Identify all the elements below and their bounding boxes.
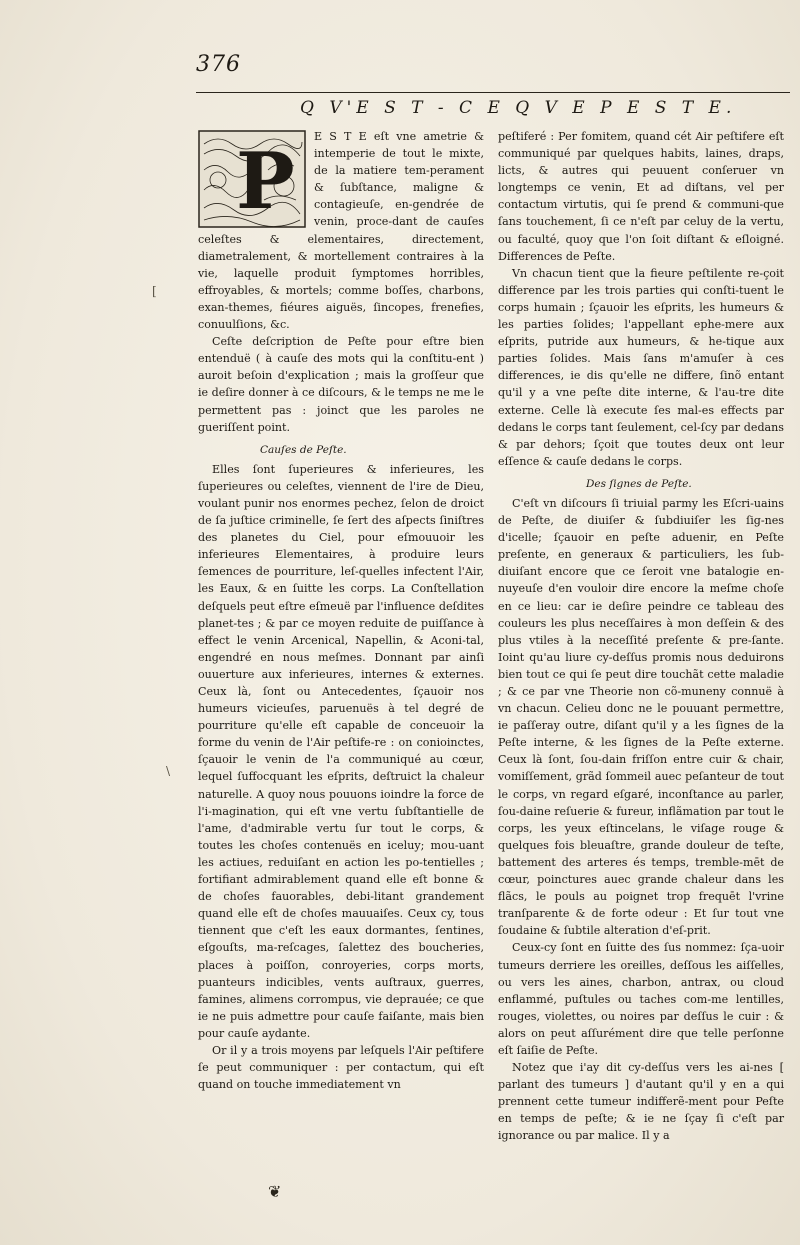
right-column [498, 128, 784, 1145]
header-rule [196, 92, 790, 93]
paragraph-definition: E S T E eſt vne ametrie & intemperie de tout le mixte, de la matiere tem-perament & ſubſtance, maligne & contagieuſe, en-gendrée de venin, proce-dant de cauſes celeſtes & elementaires, directement, diametralement, & mortellement contraires à la vie, laquelle produit ſymptomes horribles, effroyables, & mortels; comme boſſes, charbons, exan-themes, fiéures aiguës, ſincopes, frenefies, conuulſions, &c. [198, 130, 484, 332]
paragraph-signs: C'eſt vn diſcours ſi triuial parmy les Eſcri-uains de Peſte, de diuiſer & ſubdiuiſer les ſig-nes d'icelle; ſçauoir en peſte aduenir, en Peſte preſente, en generaux & particuliers, les ſub-diuiſant encore que ce ſeroit vne batalogie en-nuyeuſe d'en vouloir dire encore la meſme choſe en ce lieu: car ie deſire peindre ce tableau des couleurs les plus neceſſaires à mon deſſein & des plus vtiles à la neceſſité preſente & pre-ſante. Ioint qu'au liure cy-deſſus promis nous deduirons bien tout ce qui ſe peut dire touchãt cette maladie ; & ce par vne Theorie non cõ-muneny connuë à vn chacun. Celieu donc ne le pouuant permettre, ie paſſeray outre, diſant qu'il y a les ſignes de la Peſte interne, & les ſignes de la Peſte externe. Ceux là ſont, ſou-dain friſſon entre cuir & chair, vomiſſement, grãd ſommeil auec peſanteur de tout le corps, vn regard eſgaré, inconſtance au parler, ſou-daine reſuerie & fureur, inflãmation par tout le corps, les yeux eſtincelans, le viſage rouge & quelques fois bleuaſtre, grande douleur de teſte, battement des arteres és temps, tremble-mēt de cœur, poinctures auec grande chaleur dans les flãcs, le pouls au poignet trop frequēt l'vrine tranſparente & de forte odeur : Et ſur tout vne ſoudaine & ſubtile alteration d'eſ-prit. [498, 496, 784, 938]
left-column [198, 128, 484, 1093]
paragraph-external-signs: Ceux-cy ſont en ſuitte des ſus nommez: ſça-uoir tumeurs derriere les oreilles, deſſous les aiſſelles, ou vers les aines, charbon, antrax, ou cloud enflammé, puſtules ou taches com-me lentilles, rouges, violettes, ou noires par deſſus le cuir : & alors on peut aſſurément dire que telle perſonne eſt ſaiſie de Peſte. [498, 941, 784, 1057]
running-title: Q V'E S T - C E Q V E P E S T E. [300, 98, 737, 118]
paragraph-description: Ceſte deſcription de Peſte pour eſtre bien entenduë ( à cauſe des mots qui la conſtitu-ent ) auroit beſoin d'explication ; mais la groſſeur que ie deſire donner à ce diſcours, & le temps ne me le permettent pas : joinct que les paroles ne gueriſſent point. [198, 335, 484, 434]
paragraph-transmission: Or il y a trois moyens par leſquels l'Air peſtifere ſe peut communiquer : per contactum, qui eſt quand on touche immediatement vn [198, 1043, 484, 1092]
paragraph-transmission-cont: peſtiferé : Per fomitem, quand cét Air peſtifere eſt communiqué par quelques habits, laines, draps, licts, & autres qui peuuent conſeruer vn longtemps ce venin, Et ad diſtans, vel per contactum virtutis, qui ſe prend & communi-que ſans touchement, ſi ce n'eſt par celuy de la vertu, ou faculté, quoy que l'on ſoit diſtant & eſloigné. Differences de Peſte. [498, 130, 784, 263]
section-heading-causes: Cauſes de Peſte. [260, 443, 347, 456]
printer-ornament-icon: ❦ [268, 1182, 282, 1201]
paragraph-causes: Elles ſont ſuperieures & inferieures, les ſuperieures ou celeſtes, viennent de l'ire de Dieu, voulant punir nos enormes pechez, ſelon de droict de ſa juſtice criminelle, ſe ſert des aſpects ſiniſtres des planetes du Ciel, pour eſmouuoir les inferieures Elementaires, à produire leurs ſemences de pourriture, leſ-quelles infectent l'Air, les Eaux, & en ſuitte les corps. La Conſtellation deſquels peut eſtre eſmeuë par l'influence deſdites planet-tes ; & par ce moyen reduite de puiſſance à effect le venin Arcenical, Napellin, & Aconi-tal, engendré en nous meſmes. Donnant par ainſi ouuerture aux inferieures, internes & externes. Ceux là, ſont ou Antecedentes, ſçauoir nos humeurs vicieuſes, paruenuës à tel degré de pourriture qu'elle eſt capable de conceuoir la forme du venin de l'Air peſtife-re : on conioinctes, ſçauoir le venin de l'a communiqué au cœur, lequel ſuffocquant les eſprits, deſtruict la chaleur naturelle. A quoy nous pouuons ioindre la force de l'i-magination, qui eſt vne vertu ſubſtantielle de l'ame, d'admirable vertu ſur tout le corps, & toutes les choſes contenuës en iceluy; mou-uant les actiues, reduiſant en action les po-tentielles ; fortifiant admirablement quand elle eſt bonne & de choſes fauorables, debi-litant grandement quand elle eſt de choſes mauuaiſes. Ceux cy, tous tiennent que c'eſt les eaux dormantes, ſentines, eſgouſts, ma-reſcages, ſalettez des boucheries, places à poiſſon, conroyeries, corps morts, puanteurs indicibles, vents auſtraux, guerres, famines, alimens corrompus, vie deprauée; ce que ie ne puis admettre pour cauſe faiſante, mais bien pour cauſe aydante. [198, 462, 484, 1040]
paragraph-note: Notez que i'ay dit cy-deſſus vers les ai-nes [ parlant des tumeurs ] d'autant qu'il y en a qui prennent cette tumeur indifferẽ-ment pour Peſte en temps de peſte; & ie ne ſçay ſi c'eſt par ignorance ou par malice. Il y a [498, 1061, 784, 1143]
paragraph-differences: Vn chacun tient que la fieure peſtilente re-çoit difference par les trois parties qui conſti-tuent le corps humain ; ſçauoir les eſprits, les humeurs & les parties ſolides; l'appellant ephe-mere aux eſprits, putride aux humeurs, & he-tique aux parties ſolides. Mais ſans m'amuſer à ces differences, ie dis qu'elle ne differe, ſinõ entant qu'il y a vne peſte dite interne, & l'au-tre dite externe. Celle là execute ſes mal-es effects par dedans le corps tant ſeulement, cel-ſcy par dedans & par dehors; ſçoit que toutes deux ont leur eſſence & cauſe dedans le corps. [498, 266, 784, 468]
section-heading-signs: Des ſignes de Peſte. [586, 477, 692, 490]
decorated-initial-p [198, 130, 306, 228]
ornamental-initial-icon [198, 130, 306, 228]
svg-text:P: P [236, 136, 295, 227]
page-number: 376 [196, 52, 241, 77]
margin-check-mark: \ [166, 764, 171, 778]
margin-bracket-mark: [ [152, 284, 157, 298]
